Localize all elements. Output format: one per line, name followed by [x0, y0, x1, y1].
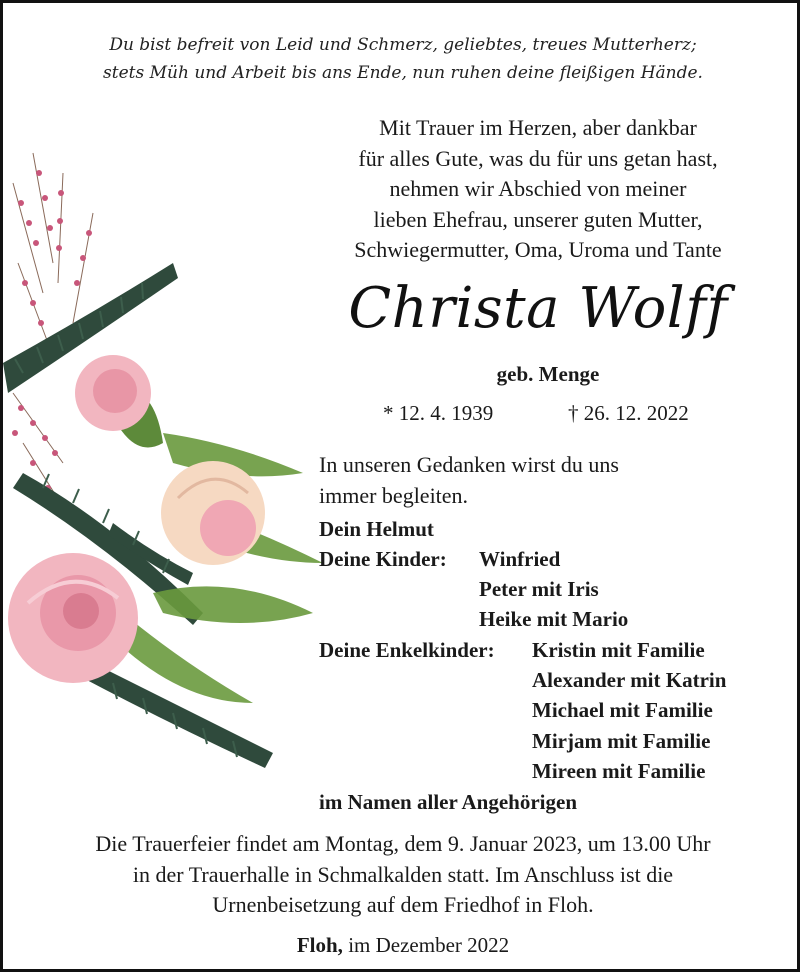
thought-line: immer begleiten. — [319, 483, 469, 508]
thought-line: In unseren Gedanken wirst du uns — [319, 452, 619, 477]
grandchild-name: Kristin mit Familie — [532, 638, 705, 662]
funeral-info — [3, 829, 800, 921]
intro-line: für alles Gute, was du für uns getan hast, — [358, 145, 718, 171]
intro-line: nehmen wir Abschied von meiner — [389, 176, 687, 201]
place: Floh, — [296, 933, 343, 957]
all-relatives-line: im Namen aller Angehörigen — [319, 790, 578, 814]
birth-date: * 12. 4. 1939 — [383, 401, 494, 425]
poem-line: stets Müh und Arbeit bis ans Ende, nun ruhen deine fleißigen Hände. — [103, 63, 703, 83]
children-label: Deine Kinder: — [319, 547, 447, 571]
maiden-name: geb. Menge — [496, 362, 600, 386]
place-date-line — [3, 931, 800, 959]
grandchildren-label: Deine Enkelkinder: — [319, 638, 495, 662]
funeral-info-line: Urnenbeisetzung auf dem Friedhof in Floh. — [212, 892, 594, 917]
funeral-info-line: Die Trauerfeier findet am Montag, dem 9. Januar 2023, um 13.00 Uhr — [95, 831, 711, 856]
thought-text — [319, 449, 619, 511]
intro-line: Schwiegermutter, Oma, Uroma und Tante — [354, 237, 722, 262]
grandchild-name: Alexander mit Katrin — [532, 668, 727, 692]
child-name: Peter mit Iris — [479, 577, 599, 601]
grandchild-name: Mireen mit Familie — [532, 759, 706, 783]
signature-husband: Dein Helmut — [319, 517, 434, 541]
child-name: Winfried — [479, 547, 561, 571]
poem-line: Du bist befreit von Leid und Schmerz, geliebtes, treues Mutterherz; — [109, 35, 697, 55]
deceased-name: Christa Wolff — [348, 276, 728, 341]
grandchild-name: Michael mit Familie — [532, 698, 713, 722]
grandchild-name: Mirjam mit Familie — [532, 729, 711, 753]
date: im Dezember 2022 — [348, 933, 510, 957]
intro-text — [303, 113, 773, 266]
funeral-info-line: in der Trauerhalle in Schmalkalden statt. Im Anschluss ist die — [132, 861, 674, 887]
intro-line: Mit Trauer im Herzen, aber dankbar — [379, 115, 697, 140]
child-name: Heike mit Mario — [479, 607, 629, 631]
intro-line: lieben Ehefrau, unserer guten Mutter, — [373, 206, 703, 232]
poem — [3, 31, 800, 87]
death-date: † 26. 12. 2022 — [568, 401, 689, 425]
